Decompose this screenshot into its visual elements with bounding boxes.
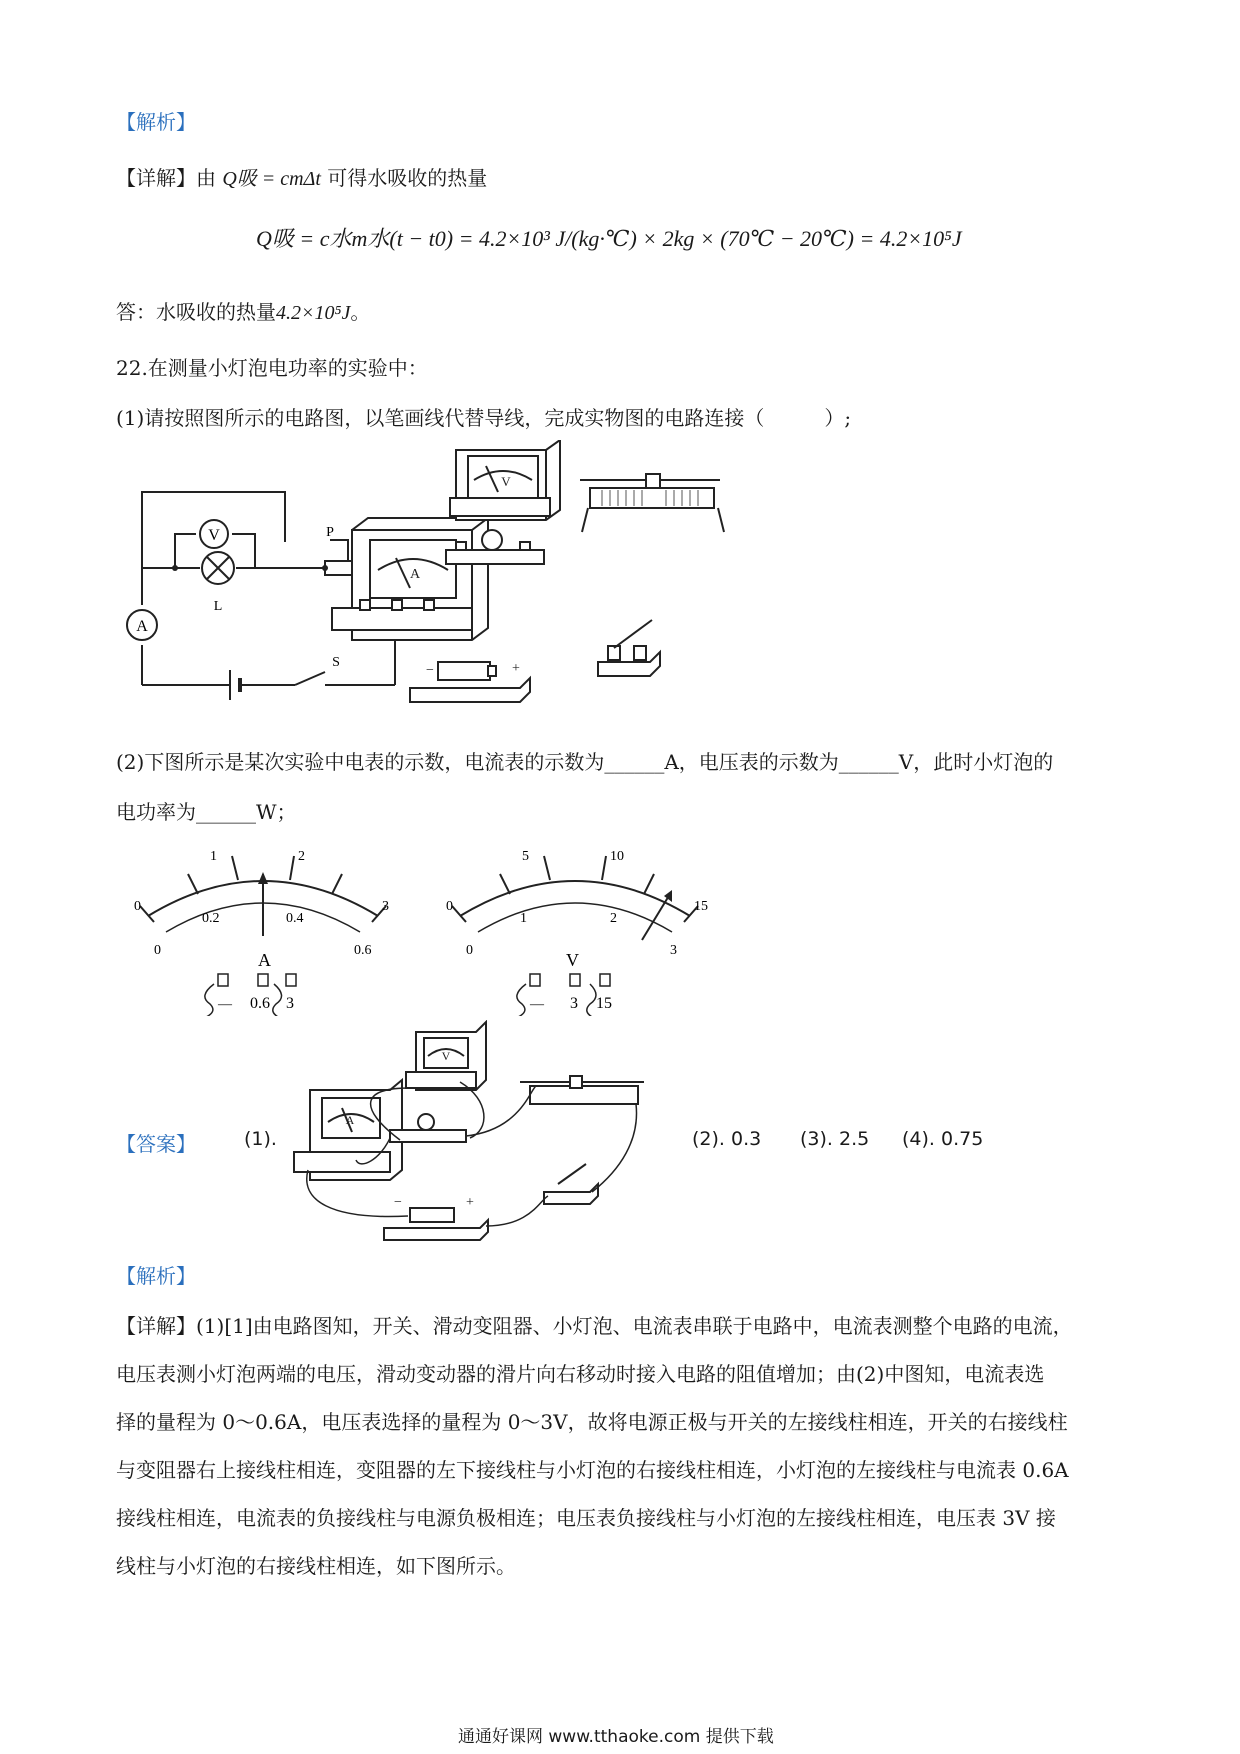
detail-label-2: 【详解】: [116, 1314, 196, 1338]
question-title: 22.在测量小灯泡电功率的实验中：: [116, 356, 428, 380]
ammeter-bottom-label: 0.6: [354, 943, 372, 958]
voltmeter-needle: [642, 894, 670, 940]
switch-symbol-label: S: [332, 655, 340, 670]
answer-label: 【答案】: [116, 1132, 196, 1156]
analysis-label: 【解析】: [116, 110, 196, 134]
detail-paragraph: [116, 1302, 1146, 1590]
svg-text:V: V: [441, 1049, 451, 1063]
detail-line: 电压表测小灯泡两端的电压，滑动变动器的滑片向右移动时接入电路的阻值增加；由(2)中图知，电流表选: [116, 1362, 1045, 1386]
answer-item-1: (1).: [244, 1128, 277, 1150]
ammeter-symbol-label: A: [136, 618, 148, 635]
svg-text:V: V: [501, 474, 511, 489]
wired-circuit-figure: [290, 1020, 690, 1245]
formula-main: Q吸 = c水m水(t − t0) = 4.2×10³ J/(kg·℃) × 2kg × (70℃ − 20℃) = 4.2×10⁵J: [256, 226, 962, 251]
ammeter-dial: [118, 836, 418, 1016]
voltmeter-terminal-label: —: [530, 997, 544, 1012]
svg-text:−: −: [394, 1195, 402, 1210]
ammeter-bottom-label: 0: [154, 943, 161, 958]
voltmeter-unit: V: [566, 950, 579, 970]
detail-line: 线柱与小灯泡的右接线柱相连，如下图所示。: [116, 1554, 516, 1578]
switch-icon: [598, 620, 660, 676]
voltmeter-bottom-label: 2: [610, 911, 617, 926]
detail-line-text: (1)[1]由电路图知，开关、滑动变阻器、小灯泡、电流表串联于电路中，电流表测整个电路的电流，: [196, 1314, 1073, 1338]
voltmeter-dial: [430, 836, 730, 1016]
analysis-label-2: 【解析】: [116, 1264, 196, 1288]
answer-item-4: (4). 0.75: [902, 1128, 984, 1150]
voltmeter-terminal-label: 3: [570, 995, 578, 1012]
answer-item-2: (2). 0.3: [692, 1128, 762, 1150]
question-part1: (1)请按照图所示的电路图，以笔画线代替导线，完成实物图的电路连接（ ）;: [116, 406, 852, 430]
svg-text:+: +: [512, 661, 520, 676]
ammeter-top-label: 3: [382, 899, 389, 914]
ammeter-top-label: 1: [210, 849, 217, 864]
answer-text: 答：水吸收的热量: [116, 300, 276, 324]
voltmeter-terminal-label: 15: [596, 995, 612, 1012]
svg-text:A: A: [345, 1113, 355, 1127]
answer-line: [116, 296, 370, 325]
ammeter-terminal-label: 3: [286, 995, 294, 1012]
voltmeter-top-label: 0: [446, 899, 453, 914]
ammeter-terminal-label: —: [218, 997, 232, 1012]
ammeter-top-label: 0: [134, 899, 141, 914]
ammeter-terminal-label: 0.6: [250, 995, 270, 1012]
page-footer: 通通好课网 www.tthaoke.com 提供下载: [458, 1727, 774, 1747]
voltmeter-symbol-label: V: [208, 527, 220, 544]
detail-line: 接线柱相连，电流表的负接线柱与电源负极相连；电压表负接线柱与小灯泡的左接线柱相连，电压表 3V 接: [116, 1506, 1056, 1530]
svg-text:A: A: [409, 567, 421, 582]
question-part2-line2: 电功率为______W；: [116, 800, 297, 824]
detail-text: 由: [196, 166, 216, 190]
detail-label: 【详解】: [116, 166, 196, 190]
detail-line: 与变阻器右上接线柱相连，变阻器的左下接线柱与小灯泡的右接线柱相连，小灯泡的左接线柱与电流表 0.6A: [116, 1458, 1069, 1482]
question-part2-line1: (2)下图所示是某次实验中电表的示数，电流表的示数为______A，电压表的示数为______V，此时小灯泡的: [116, 750, 1054, 774]
voltmeter-bottom-label: 0: [466, 943, 473, 958]
slider-symbol-label: P: [326, 525, 334, 540]
answer-value: 4.2×10⁵J: [276, 302, 351, 324]
svg-text:−: −: [426, 663, 434, 678]
answer-item-3: (3). 2.5: [800, 1128, 870, 1150]
voltmeter-bottom-label: 1: [520, 911, 527, 926]
ammeter-unit: A: [258, 950, 271, 970]
detail-line: 择的量程为 0～0.6A，电压表选择的量程为 0～3V，故将电源正极与开关的左接线柱相连，开关的右接线柱: [116, 1410, 1068, 1434]
answer-end: 。: [350, 300, 371, 324]
circuit-figure: [120, 440, 840, 730]
voltmeter-top-label: 5: [522, 849, 529, 864]
ammeter-bottom-label: 0.4: [286, 911, 304, 926]
ammeter-top-label: 2: [298, 849, 305, 864]
detail-text-2: 可得水吸收的热量: [327, 166, 488, 190]
voltmeter-top-label: 15: [694, 899, 708, 914]
voltmeter-top-label: 10: [610, 849, 624, 864]
voltmeter-bottom-label: 3: [670, 943, 677, 958]
lamp-symbol-label: L: [213, 599, 223, 614]
formula-inline: Q吸 = cmΔt: [222, 168, 321, 190]
detail-line: [116, 162, 487, 191]
ammeter-bottom-label: 0.2: [202, 911, 220, 926]
svg-text:+: +: [466, 1195, 474, 1210]
detail-line: [116, 1302, 1146, 1350]
